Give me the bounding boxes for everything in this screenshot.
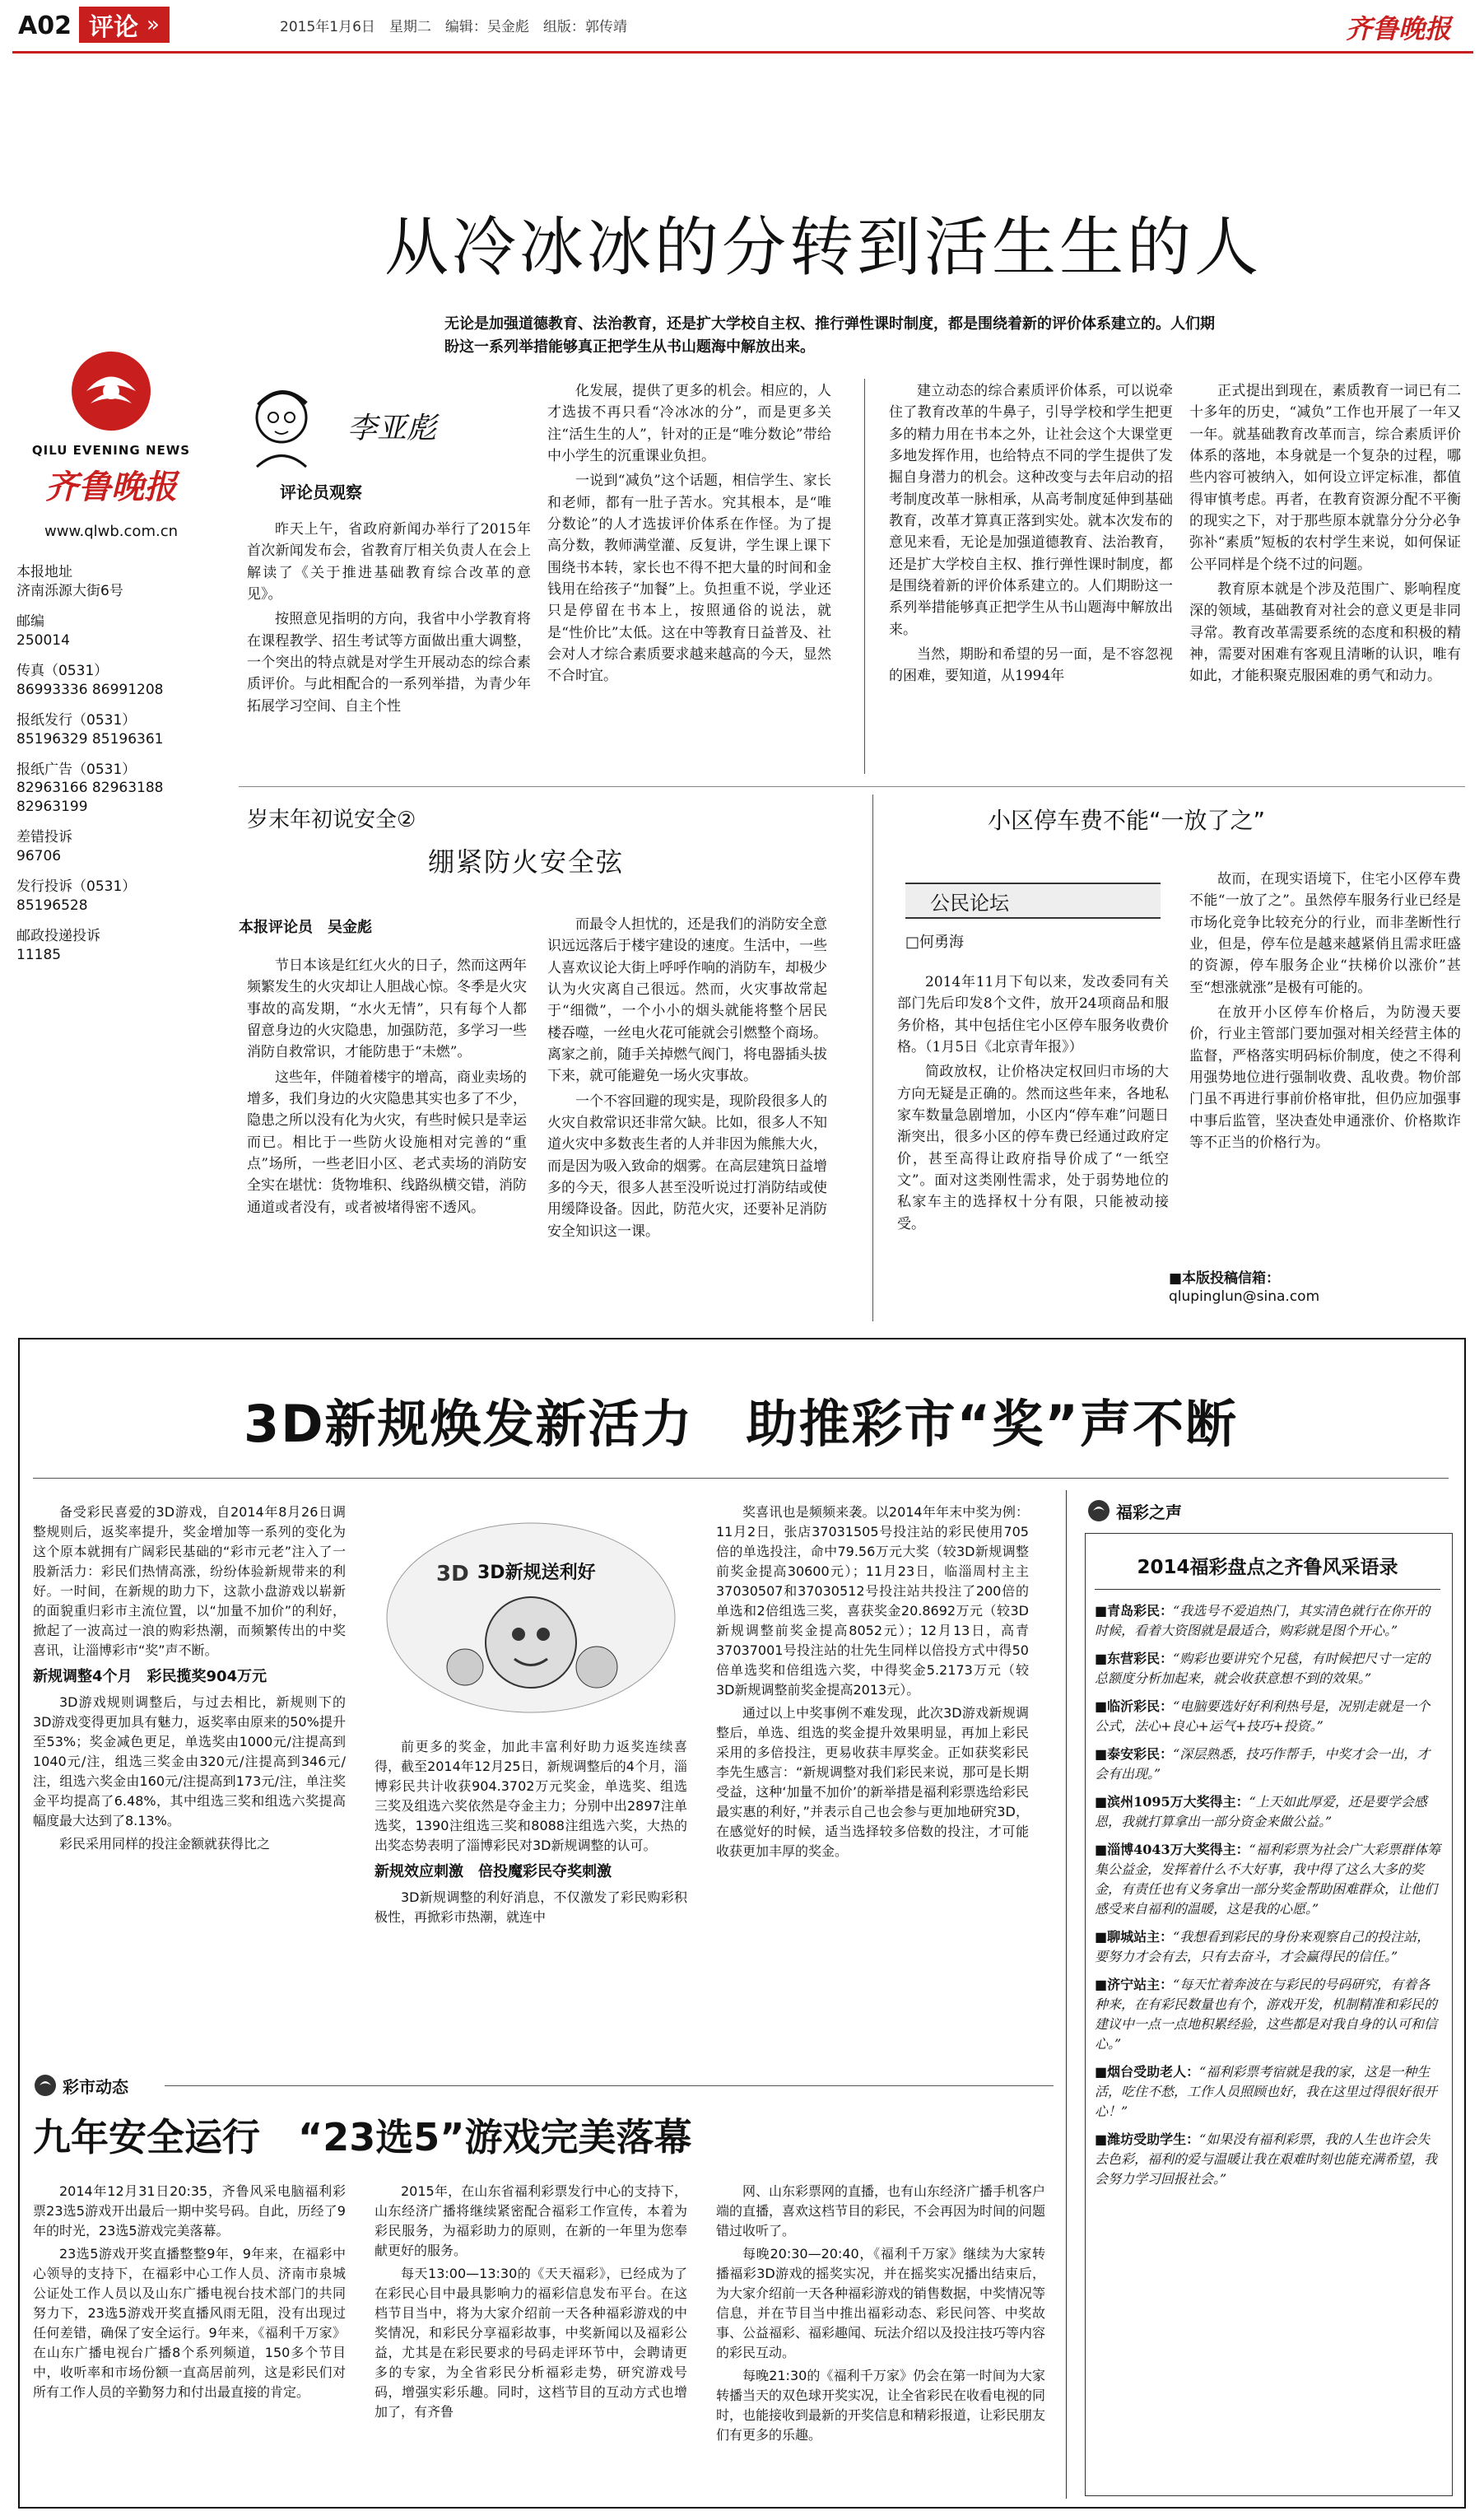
logo-chinese: 齐鲁晚报 [45,468,177,506]
lead-title: 从冷冰冰的分转到活生生的人 [384,211,1262,285]
column-rule [1066,1490,1067,2499]
contact-value: 11185 [16,947,62,963]
news-headline: 九年安全运行 “23选5”游戏完美落幕 [33,2115,692,2159]
news-paragraph: 2014年12月31日20:35，齐鲁风采电脑福利彩票23选5游戏开出最后一期中奖号码。自此，历经了9年的时光，23选5游戏完美落幕。 [33,2183,346,2238]
lead-column-4 [1189,380,1461,691]
lottery-subhead: 新规效应刺激 倍投魔彩民夺奖刺激 [374,1863,612,1880]
lottery-column-2 [374,1737,687,1931]
quote-item [1095,1601,1440,1641]
quote-item [1095,1927,1440,1967]
quote-text: “我想看到彩民的身份来观察自己的投注站，要努力才会有去，只有去奋斗，才会赢得民的信任。” [1095,1929,1431,1964]
section-tag [79,7,170,43]
quotes-rule [1095,1589,1440,1590]
quote-item [1095,1840,1440,1919]
quote-item [1095,1975,1440,2054]
lead-paragraph: 当然，期盼和希望的另一面，是不容忽视的困难，要知道，从1994年 [889,646,1173,685]
news-paragraph: 23选5游戏开奖直播整整9年，9年来，在福彩中心领导的支持下，在福彩中心工作人员、济南市泉城公证处工作人员以及山东广播电视台技术部门的共同努力下，23选5游戏开奖直播风雨无阻，没有出现过任何差错，确保了安全运行。9年来，《福利千万家》在山东广播电视台广播8个系列频道，150多个节目中，收听率和市场份额一直高居前列，这是彩民们对所有工作人员的辛勤努力和付出最直接的肯定。 [33,2246,346,2400]
section-divider [239,786,1465,787]
author-portrait [240,380,471,487]
quote-text: “购彩也要讲究个兄毯，有时候把尺寸一定的总额度分析加起来，就会收获意想不到的效果。” [1095,1651,1431,1686]
quote-speaker: ■临沂彩民： [1095,1698,1174,1714]
contact-value: 85196329 85196361 [16,730,164,748]
quotes-column-tag [1086,1498,1182,1523]
contact-block [1169,1266,1319,1305]
quote-text: “我选号不爱追热门，其实清色就行在你开的时候，看着大资图就是最适合，购彩就是图个开心。” [1095,1603,1431,1638]
lead-paragraph: 教育原本就是个涉及范围广、影响程度深的领域，基础教育对社会的意义更是非同寻常。教育改革需要系统的态度和积极的精神，需要对困难有客观且清晰的认识，唯有如此，才能积聚克服困难的勇气和动力。 [1189,581,1461,685]
contact-value: 85196528 [16,897,88,915]
parking-column-label: 公民论坛 [930,891,1009,915]
parking-author: □何勇海 [905,934,965,951]
lottery-column-1 [33,1502,346,1857]
lottery-illustration [374,1502,687,1725]
sidebar-contact-item [16,761,206,818]
quote-text: “如果没有福利彩票，我的人生也许会失去色彩，福利的爱与温暖让我在艰难时刻也能充满希望，我会努力学习回报社会。” [1095,2131,1438,2187]
quotes-list [1095,1601,1440,2197]
quote-speaker: ■济宁站主： [1095,1977,1174,1992]
lead-paragraph: 按照意见指明的方向，我省中小学教育将在课程教学、招生考试等方面做出重大调整，一个突出的特点就是对学生开展动态的综合素质评价。与此相配合的一系列举措，为青少年拓展学习空间、自主个性 [247,611,531,715]
quote-item [1095,1649,1440,1689]
quote-item [1095,1792,1440,1832]
author-signature: 李亚彪 [347,412,437,445]
quotes-title: 2014福彩盘点之齐鲁风采语录 [1137,1557,1398,1578]
sidebar-contact-list [16,563,206,965]
section-title: 评论 [89,13,138,42]
quote-item [1095,2130,1440,2189]
contact-label: 传真（0531） [16,662,109,679]
sidebar-contact-item [16,927,206,965]
lead-paragraph: 昨天上午，省政府新闻办举行了2015年首次新闻发布会，省教育厅相关负责人在会上解读了《关于推进基础教育综合改革的意见》。 [247,521,531,603]
sidebar-contact-item [16,613,206,650]
lottery-paragraph: 通过以上中奖事例不难发现，此次3D游戏新规调整后，单选、组选的奖金提升效果明显，再加上彩民采用的多倍投注，更易收获丰厚奖金。正如获奖彩民李先生感言：“新规调整对我们彩民来说，那可是长期受益，这种‘加量不加价’的新举措是福利彩票选给彩民最实惠的利好，”并表示自己也会参与更加地研究3D，在感觉好的时候，适当选择较多倍数的投注，才可能收获更加丰厚的奖金。 [716,1705,1029,1859]
fire-kicker: 岁末年初说安全② [247,808,416,832]
lottery-rule [33,1478,1449,1479]
lead-column-2 [547,380,831,691]
lottery-column-3 [716,1502,1029,1865]
contact-label: 邮编 [16,613,44,630]
fire-title: 绷紧防火安全弦 [428,846,625,878]
quote-item [1095,2062,1440,2122]
news-paragraph: 网、山东彩票网的直播，也有山东经济广播手机客户端的直播，喜欢这档节目的彩民，不会再因为时间的问题错过收听了。 [716,2183,1046,2238]
news-column-2 [374,2182,687,2425]
quote-text: “电脑要选好好利利热号是，况别走就是一个公式，法心+良心+运气+技巧+投资。” [1095,1698,1431,1734]
lead-paragraph: 建立动态的综合素质评价体系，可以说牵住了教育改革的牛鼻子，引导学校和学生把更多的精力用在书本之外，让社会这个大课堂更多地发挥作用，也给特点不同的学生提供了发掘自身潜力的机会。这种改变与去年启动的招考制度改革一脉相承，从高考制度延伸到基础教育，改革才算真正落到实处。就本次发布的意见来看，无论是加强道德教育、法治教育，还是扩大学校自主权、推行弹性课时制度，都是围绕着新的评价体系建立的。人们期盼这一系列举措能够真正把学生从书山题海中解放出来。 [889,383,1173,638]
contact-email[interactable]: qlupinglun@sina.com [1169,1288,1320,1305]
lead-column-3 [889,380,1173,691]
lead-paragraph: 化发展，提供了更多的机会。相应的，人才选拔不再只看“冷冰冰的分”，而是更多关注“活生生的人”，针对的正是“唯分数论”带给中小学生的沉重课业负担。 [547,383,831,465]
website-url[interactable]: www.qlwb.com.cn [44,523,178,540]
news-paragraph: 每晚20:30—20:40，《福利千万家》继续为大家转播福彩3D游戏的摇奖实况，并在摇奖实况播出结束后，为大家介绍前一天各种福彩游戏的销售数据，中奖情况等信息，并在节目当中推出福彩动态、彩民问答、中奖故事、公益福彩、福彩趣闻、玩法介绍以及投注技巧等内容的彩民互动。 [716,2246,1046,2360]
fire-paragraph: 一个不容回避的现实是，现阶段很多人的火灾自救常识还非常欠缺。比如，很多人不知道火灾中多数丧生者的人并非因为熊熊大火，而是因为吸入致命的烟雾。在高层建筑日益增多的今天，很多人甚至没听说过打消防结或使用缓降设备。因此，防范火灾，还要补足消防安全知识这一课。 [547,1092,827,1240]
contact-value: 济南泺源大街6号 [16,582,123,599]
sidebar-contact-item [16,662,206,700]
contact-value: 96706 [16,848,62,865]
lottery-logo-icon [33,2073,58,2098]
fire-paragraph: 节日本该是红红火火的日子，然而这两年频繁发生的火灾却让人胆战心惊。冬季是火灾事故的高发期，“水火无情”，只有每个人都留意身边的火灾隐患，加强防范，多学习一些消防自救常识，才能防患于“未燃”。 [247,957,527,1061]
lead-summary: 无论是加强道德教育、法治教育，还是扩大学校自主权、推行弹性课时制度，都是围绕着新的评价体系建立的。人们期盼这一系列举措能够真正把学生从书山题海中解放出来。 [444,315,1215,356]
lottery-logo-icon [1086,1498,1111,1523]
news-paragraph: 2015年，在山东省福利彩票发行中心的支持下，山东经济广播将继续紧密配合福彩工作宣传，本着为彩民服务，为福彩助力的原则，在新的一年里为您奉献更好的服务。 [374,2183,687,2258]
illustration-caption: 3D新规送利好 [477,1563,596,1583]
contact-label: 发行投诉（0531） [16,878,137,896]
lottery-paragraph: 奖喜讯也是频频来袭。以2014年年末中奖为例：11月2日，张店37031505号投注站的彩民使用705倍的单选投注，命中79.56万元大奖（较3D新规调整前奖金提高30600元）；11月23日，临淄周村主主37030507和37030512号投注站共投注了200倍的单选和2倍组选三奖，喜获奖金20.8692万元（较3D新规调整前奖金提高8052元）；12月13日，高青37037001号投注站的壮先生同样以倍投方式中得50倍单选奖和倍组选六奖，中得奖金5.2173万元（较3D新规调整前奖金提高2013元）。 [716,1504,1029,1698]
contact-label: 报纸发行（0531） [16,711,137,729]
quote-text: “福利彩票为社会广大彩票群体筹集公益金，发挥着什么不大好事，我中得了这么大多的奖金，有责任也有义务拿出一部分奖金帮助困难群众，让他们感受来自福利的温暖，这是我的心愿。” [1095,1842,1440,1917]
header-meta: 2015年1月6日 星期二 编辑：吴金彪 组版：郭传靖 [280,19,627,35]
quote-item [1095,1697,1440,1736]
contact-label: 差错投诉 [16,829,72,846]
contact-value: 86993336 86991208 [16,681,164,698]
fire-column-2 [547,914,827,1246]
page-code: A02 [18,12,72,40]
quote-speaker: ■滨州1095万大奖得主： [1095,1794,1249,1810]
fire-author: 本报评论员 吴金彪 [239,919,372,936]
quote-speaker: ■青岛彩民： [1095,1603,1174,1619]
parking-paragraph: 2014年11月下旬以来，发改委同有关部门先后印发8个文件，放开24项商品和服务价格，其中包括住宅小区停车服务收费价格。（1月5日《北京青年报》） [897,974,1169,1056]
page-header [0,0,1484,51]
svg-text:3D: 3D [436,1562,469,1586]
parking-column-1 [897,971,1169,1238]
lottery-paragraph: 彩民采用同样的投注金额就获得比之 [59,1836,271,1852]
contact-label: 邮政投递投诉 [16,928,100,945]
quote-speaker: ■淄博4043万大奖得主： [1095,1842,1249,1857]
newspaper-logo-icon [62,346,160,436]
parking-title: 小区停车费不能“一放了之” [988,807,1266,834]
lottery-paragraph: 3D游戏规则调整后，与过去相比，新规则下的3D游戏变得更加具有魅力，返奖率由原来的50%提升至53%；奖金减色更足，单选奖由1000元/注提高到1040元/注，组选三奖金由320元/注提高到346元/注，组选六奖金由160元/注提高到173元/注，单注奖金平均提高了6.48%，其中组选三奖和组选六奖提高幅度最大达到了8.13%。 [33,1694,346,1829]
lottery-headline: 3D新规焕发新活力 助推彩市“奖”声不断 [243,1394,1239,1454]
parking-column-tag [905,883,1161,919]
lead-paragraph: 正式提出到现在，素质教育一词已有二十多年的历史，“减负”工作也开展了一年又一年。就基础教育改革而言，综合素质评价体系的落地，本身就是一个复杂的过程，哪些内容可被纳入，如何设立评定标准，都值得审慎考虑。再者，在教育资源分配不平衡的现实之下，对于那些原本就靠分分分必争弥补“素质”短板的农村学生来说，如何保证公平同样是个绕不过的问题。 [1189,383,1461,573]
fire-paragraph: 而最令人担忧的，还是我们的消防安全意识远远落后于楼宇建设的速度。生活中，一些人喜欢议论大街上呼呼作响的消防车，却极少认为火灾离自己很远。然而，火灾事故常起于“细微”，一个小小的烟头就能将整个居民楼吞噬，一丝电火花可能就会引燃整个商场。离家之前，随手关掉燃气阀门，将电器插头拔下来，就可能避免一场火灾事故。 [547,916,827,1085]
quotes-column-label: 福彩之声 [1116,1502,1182,1522]
quote-speaker: ■烟台受助老人： [1095,2064,1200,2080]
sidebar-contact-item [16,828,206,866]
quote-speaker: ■聊城站主： [1095,1929,1174,1945]
parking-paragraph: 简政放权，让价格决定权回归市场的大方向无疑是正确的。然而这些年来，各地私家车数量急剧增加，小区内“停车难”问题日渐突出，很多小区的停车费已经通过政府定价，甚至高得让政府指导价成了“一纸空文”。面对这类刚性需求，处于弱势地位的私家车主的选择权十分有限，只能被动接受。 [897,1064,1169,1232]
fire-column-1 [247,955,527,1222]
sidebar-contact-item [16,878,206,915]
quote-speaker: ■泰安彩民： [1095,1746,1174,1762]
sidebar-contact-item [16,563,206,601]
lottery-subhead: 新规调整4个月 彩民揽奖904万元 [33,1668,267,1685]
fire-paragraph: 这些年，伴随着楼宇的增高，商业卖场的增多，我们身边的火灾隐患其实也多了不少，隐患之所以没有化为火灾，有些时候只是幸运而已。相比于一些防火设施相对完善的“重点”场所，一些老旧小区、老式卖场的消防安全实在堪忧：货物堆积、线路纵横交错，消防通道或者没有，或者被堵得密不透风。 [247,1069,527,1216]
quote-item [1095,1745,1440,1784]
chevron-right-icon: » [147,12,160,37]
contact-value: 82963166 82963188 82963199 [16,780,164,816]
lead-paragraph: 一说到“减负”这个话题，相信学生、家长和老师，都有一肚子苦水。究其根本，是“唯分数论”的人才选拔评价体系在作怪。为了提高分数，教师满堂灌、反复讲，学生课上课下围绕书本转，家长也不得不把大量的时间和金钱用在给孩子“加餐”上。负担重不说，学业还只是停留在书本上，按照通俗的说法，就是“性价比”太低。这在中等教育日益普及、社会对人才综合素质要求越来越高的今天，显然不合时宜。 [547,473,831,685]
quote-speaker: ■东营彩民： [1095,1651,1174,1666]
column-rule [864,379,865,774]
lottery-paragraph: 备受彩民喜爱的3D游戏，自2014年8月26日调整规则后，返奖率提升，奖金增加等一系列的变化为这个原本就拥有广阔彩民基础的“彩市元老”注入了一股新活力：彩民们热情高涨，纷纷体验新规带来的利好。一时间，在新规的助力下，这款小盘游戏以崭新的面貌重归彩市主流位置，以“加量不加价”的利好，掀起了一波高过一浪的购彩热潮，而频繁传出的中奖喜讯，让淄博彩市“奖”声不断。 [33,1504,346,1658]
sidebar [16,346,206,976]
parking-paragraph: 在放开小区停车价格后，为防漫天要价，行业主管部门要加强对相关经营主体的监督，严格落实明码标价制度，使之不得利用强势地位进行强制收费、乱收费。物价部门虽不再进行事前价格审批，但仍应加强事中事后监管，坚决查处申通涨价、价格欺诈等不正当的价格行为。 [1189,1004,1461,1152]
news-column-3 [716,2182,1045,2448]
news-rule [165,2085,1054,2086]
lead-column-1 [247,519,531,720]
quote-speaker: ■潍坊受助学生： [1095,2131,1200,2147]
contact-value: 250014 [16,631,70,649]
contact-label: ■本版投稿信箱： [1169,1270,1281,1287]
quote-text: “福利彩票考宿就是我的家，这是一种生活，吃住不愁，工作人员照顾也好，我在这里过得很好很开心！” [1095,2064,1438,2119]
news-column-label: 彩市动态 [63,2076,128,2097]
header-brand: 齐鲁晚报 [1345,13,1451,44]
quote-text: “每天忙着奔波在与彩民的号码研究，有着各种来，在有彩民数量也有个，游戏开发，机制精准和彩民的建议中一点一点地积累经验，这些都是对我自身的认可和信心。” [1095,1977,1438,2052]
quote-text: “深层熟悉，技巧作帮手，中奖才会一出，才会有出现。” [1095,1746,1431,1782]
contact-label: 报纸广告（0531） [16,761,137,778]
news-column-tag [33,2073,128,2098]
lead-byline: 评论员观察 [280,482,362,502]
cartoon-portrait-icon [240,380,331,471]
news-paragraph: 每晚21:30的《福利千万家》仍会在第一时间为大家转播当天的双色球开奖实况，让全省彩民在收看电视的同时，也能接收到最新的开奖信息和精彩报道，让彩民朋友们有更多的乐趣。 [716,2368,1046,2443]
quote-text: “上天如此厚爱，还是要学会感恩，我就打算拿出一部分资金来做公益。” [1095,1794,1427,1829]
lottery-paragraph: 前更多的奖金，加此丰富利好助力返奖连续喜得，截至2014年12月25日，新规调整后的4个月，淄博彩民共计收获904.3702万元奖金，单选奖、组选三奖及组选六奖依然是夺金主力；分别中出2897注单选奖，1390注组选三奖和8088注组选六奖，大热的出奖态势表明了淄博彩民对3D新规调整的认可。 [374,1739,687,1853]
lottery-paragraph: 3D新规调整的利好消息，不仅激发了彩民购彩积极性，再掀彩市热潮，就连中 [374,1889,687,1925]
news-column-1 [33,2182,346,2406]
sidebar-contact-item [16,711,206,749]
lottery-mascot-icon [374,1502,687,1725]
contact-label: 本报地址 [16,564,72,580]
parking-paragraph: 故而，在现实语境下，住宅小区停车费不能“一放了之”。虽然停车服务行业已经是市场化竞争比较充分的行业，而非垄断性行业，但是，停车位是越来越紧俏且需求旺盛的资源，停车服务企业“扶梯价以涨价”甚至“想涨就涨”是极有可能的。 [1189,871,1461,996]
news-paragraph: 每天13:00—13:30的《天天福彩》，已经成为了在彩民心目中最具影响力的福彩信息发布平台。在这档节目当中，将为大家介绍前一天各种福彩游戏的中奖情况，和彩民分享福彩故事，中奖新闻以及福彩公益，尤其是在彩民要求的号码走评环节中，会聘请更多的专家，为全省彩民分析福彩走势，研究游戏号码，增强实彩乐趣。同时，这档节目的互动方式也增加了，有齐鲁 [374,2266,687,2420]
parking-column-2 [1189,869,1461,1157]
header-rule [12,51,1473,54]
logo-english: QILU EVENING NEWS [31,443,191,458]
column-rule [872,794,873,1321]
